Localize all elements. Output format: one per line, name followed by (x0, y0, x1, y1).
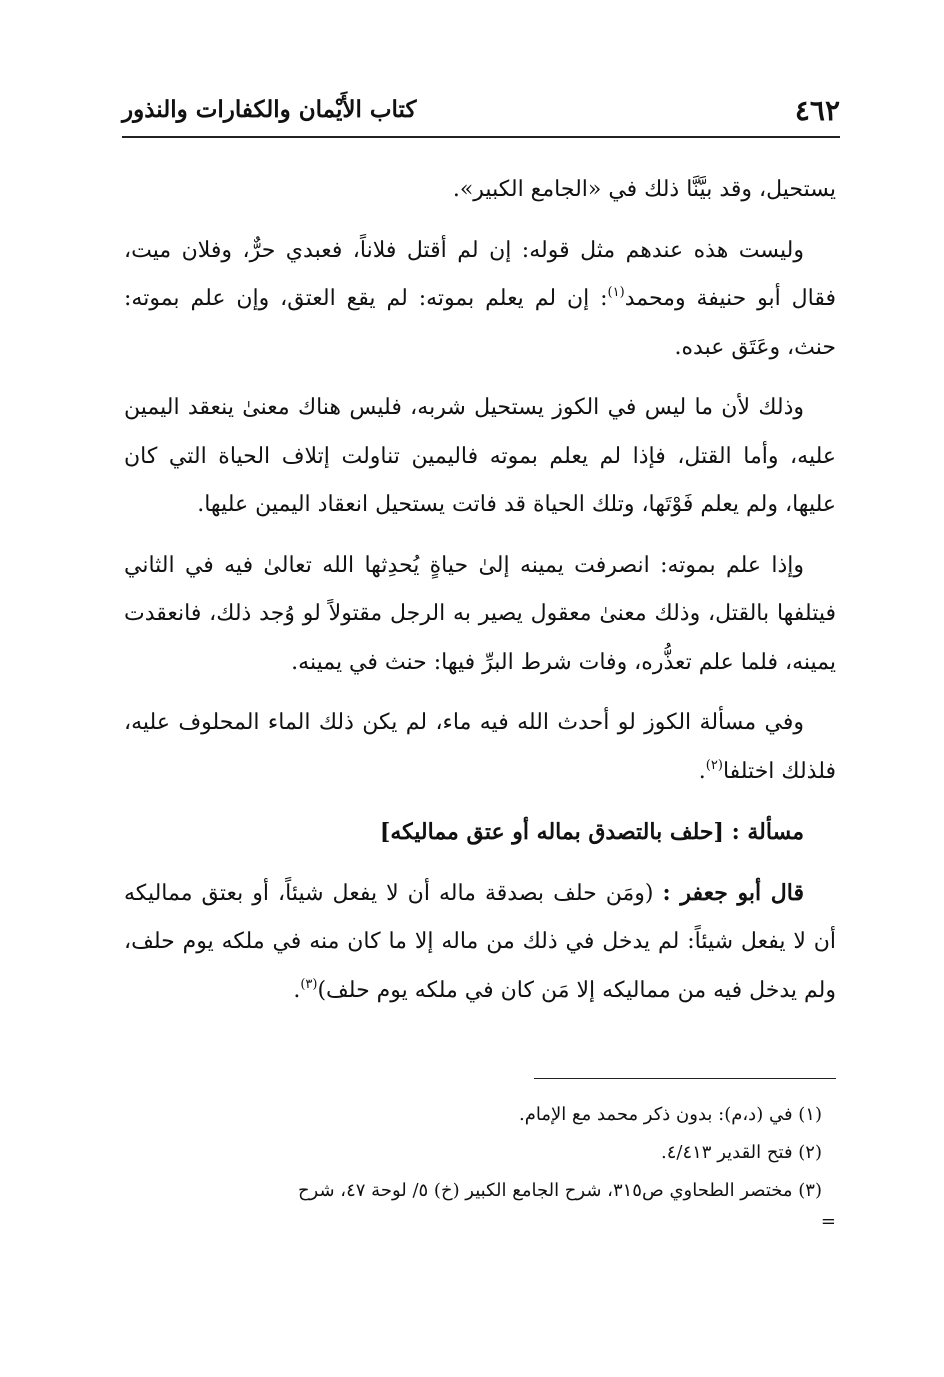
footnote-ref-2: (٢) (705, 757, 723, 773)
paragraph-6-text-b: . (293, 977, 301, 1003)
paragraph-5 (124, 699, 836, 796)
paragraph-6 (124, 869, 836, 1016)
paragraph-1: يستحيل، وقد بيَّنَّا ذلك في «الجامع الكبير». (452, 177, 836, 202)
footnote-3: (٣) مختصر الطحاوي ص٣١٥، شرح الجامع الكبير (خ) ٥/ لوحة ٤٧، شرح (297, 1180, 822, 1201)
paragraph-5-text-b: . (698, 758, 706, 784)
paragraph-3: وذلك لأن ما ليس في الكوز يستحيل شربه، فليس هناك معنىٰ ينعقد اليمين عليه، وأما القتل، فإذا لم يعلم بموته فاليمين تناولت إتلاف الحياة التي كان عليها، ولم يعلم فَوْتَها، وتلك الحياة قد فاتت يستحيل انعقاد اليمين عليها. (124, 395, 836, 517)
paragraph-6-text-a: (ومَن حلف بصدقة ماله أن لا يفعل شيئاً، أو بعتق مماليكه أن لا يفعل شيئاً: لم يدخل في ذلك من ماله إلا ما كان منه في ملكه يوم حلف، ولم يدخل فيه من مماليكه إلا مَن كان في ملكه يوم حلف) (124, 880, 836, 1003)
footnote-divider (534, 1078, 836, 1079)
paragraph-2-text-a: وليست هذه عندهم مثل قوله: إن لم أقتل فلاناً، فعبدي حرٌّ، وفلان ميت، فقال أبو حنيفة ومحمد (124, 237, 836, 311)
paragraph-2 (124, 227, 836, 373)
page-number: ٤٦٢ (794, 94, 840, 127)
footnote-2: (٢) فتح القدير ٤/٤١٣. (660, 1142, 822, 1163)
footnote-ref-1: (١) (607, 285, 625, 300)
footnote-ref-3: (٣) (300, 976, 318, 992)
speaker-label: قال أبو جعفر : (662, 879, 804, 906)
footnote-continuation-mark: = (820, 1211, 836, 1232)
header-divider (122, 136, 840, 138)
section-heading: مسألة : [حلف بالتصدق بماله أو عتق مماليكه] (379, 819, 804, 845)
running-header (122, 92, 840, 132)
paragraph-5-text-a: وفي مسألة الكوز لو أحدث الله فيه ماء، لم يكن ذلك الماء المحلوف عليه، فلذلك اختلفا (124, 710, 836, 784)
paragraph-4: وإذا علم بموته: انصرفت يمينه إلىٰ حياةٍ يُحدِثها الله تعالىٰ فيه في الثاني فيتلفها بالقتل، وذلك معنىٰ معقول يصير به الرجل مقتولاً لو وُجد ذلك، فانعقدت يمينه، فلما علم تعذُّره، وفات شرط البرِّ فيها: حنث في يمينه. (124, 552, 836, 675)
paragraph-2-text-b: : إن لم يعلم بموته: لم يقع العتق، وإن علم بموته: حنث، وعَتَق عبده. (124, 286, 836, 360)
footnote-1: (١) في (د،م): بدون ذكر محمد مع الإمام. (519, 1104, 822, 1125)
main-text (124, 166, 836, 1027)
footnotes (124, 1096, 836, 1234)
running-title: كتاب الأَيْمان والكفارات والنذور (122, 96, 417, 123)
